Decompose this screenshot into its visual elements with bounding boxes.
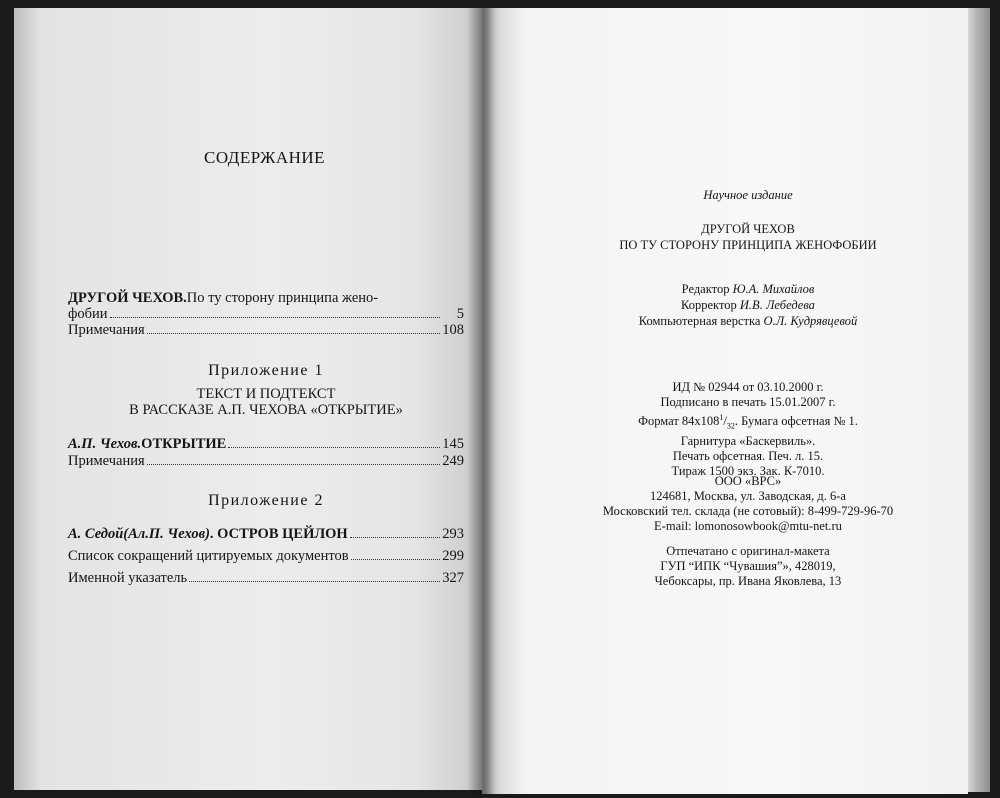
toc-entry-main-line1: [68, 290, 464, 307]
dot-leader: [147, 454, 440, 465]
corrector-name: И.В. Лебедева: [739, 298, 815, 312]
dot-leader: [350, 527, 440, 538]
layout-label: Компьютерная верстка: [638, 314, 761, 328]
appendix-2-label: Приложение 2: [208, 492, 324, 509]
imprint-block: [548, 380, 948, 479]
book-title: ДРУГОЙ ЧЕХОВ: [701, 222, 795, 236]
imprint-run: Тираж 1500 экз. Зак. К-7010.: [671, 463, 825, 478]
format-suffix: . Бумага офсетная № 1.: [734, 414, 858, 429]
publisher-address: 124681, Москва, ул. Заводская, д. 6-а: [650, 489, 846, 503]
edition-type: Научное издание: [703, 188, 793, 202]
toc-page-number: 249: [442, 453, 464, 469]
dot-leader: [147, 323, 440, 334]
publisher-phone: Московский тел. склада (не сотовый): 8-499-729-96-70: [602, 504, 894, 518]
publisher-block: [548, 474, 948, 534]
toc-entry-title: . ОСТРОВ ЦЕЙЛОН: [209, 526, 348, 542]
toc-entry-appendix1-notes: [68, 453, 464, 470]
corrector-label: Корректор: [681, 298, 737, 312]
publisher-name: ООО «ВРС»: [714, 474, 782, 488]
editor-credit: [548, 282, 948, 297]
publisher-email: E-mail: lomonosowbook@mtu-net.ru: [654, 519, 842, 533]
toc-entry-title: ОТКРЫТИЕ: [141, 436, 227, 452]
toc-entry-author-alias: (Ал.П. Чехов): [123, 526, 210, 542]
toc-entry-label: Список сокращений цитируемых документов: [68, 548, 349, 564]
toc-page-number: 327: [442, 570, 464, 586]
printer-block: [548, 544, 948, 589]
printer-line-2: ГУП “ИПК “Чувашия”», 428019,: [660, 559, 836, 573]
toc-entry-label: Примечания: [68, 322, 145, 338]
layout-credit: [548, 314, 948, 329]
imprint-font: Гарнитура «Баскервиль».: [680, 433, 816, 448]
printer-line-1: Отпечатано с оригинал-макета: [666, 544, 830, 558]
imprint-print: Печать офсетная. Печ. л. 15.: [672, 448, 824, 463]
imprint-id: ИД № 02944 от 03.10.2000 г.: [672, 380, 824, 394]
book-gutter: [466, 8, 500, 794]
toc-page-number: 108: [442, 322, 464, 338]
toc-entry-main-line2: [68, 306, 464, 323]
format-sub: 32: [726, 421, 735, 431]
toc-entry-index: [68, 570, 464, 587]
dot-leader: [110, 307, 440, 318]
appendix-1-subtitle-2: В РАССКАЗЕ А.П. ЧЕХОВА «ОТКРЫТИЕ»: [129, 402, 403, 418]
editor-name: Ю.А. Михайлов: [732, 282, 815, 296]
toc-entry-author: А.П. Чехов.: [68, 436, 142, 452]
appendix-1-label: Приложение 1: [208, 362, 324, 379]
appendix-1-subtitle-1: ТЕКСТ И ПОДТЕКСТ: [196, 386, 336, 402]
layout-name: О.Л. Кудрявцевой: [763, 314, 858, 328]
toc-page-number: 293: [442, 526, 464, 542]
imprint-format: Формат $84х108^1/_{32}$. Бумага офсетная № 1.: [638, 413, 858, 431]
corrector-credit: [548, 298, 948, 313]
dot-leader: [351, 549, 440, 560]
page-edge: [968, 8, 990, 792]
format-prefix: Формат 84х108: [638, 414, 720, 429]
toc-entry-title-rest: По ту сторону принципа жено-: [186, 290, 379, 306]
toc-page-number: 145: [442, 436, 464, 452]
dot-leader: [189, 571, 440, 582]
toc-entry-notes: [68, 322, 464, 339]
editor-label: Редактор: [681, 282, 730, 296]
toc-entry-abbreviations: [68, 548, 464, 565]
toc-entry-author: А. Седой: [68, 526, 124, 542]
toc-page-number: 5: [456, 306, 464, 322]
toc-entry-title-bold: ДРУГОЙ ЧЕХОВ.: [68, 290, 187, 306]
toc-entry-label: Именной указатель: [68, 570, 188, 586]
toc-entry-label: Примечания: [68, 453, 145, 469]
toc-page-number: 299: [442, 548, 464, 564]
toc-entry-appendix2: [68, 526, 464, 543]
imprint-signed: Подписано в печать 15.01.2007 г.: [660, 395, 836, 409]
book-subtitle: ПО ТУ СТОРОНУ ПРИНЦИПА ЖЕНОФОБИИ: [619, 238, 877, 252]
dot-leader: [228, 437, 440, 448]
contents-heading: СОДЕРЖАНИЕ: [204, 148, 326, 167]
toc-entry-appendix1: [68, 436, 464, 453]
format-sup: 1: [719, 413, 724, 422]
toc-entry-continuation: фобии: [68, 306, 108, 322]
printer-line-3: Чебоксары, пр. Ивана Яковлева, 13: [654, 574, 842, 588]
